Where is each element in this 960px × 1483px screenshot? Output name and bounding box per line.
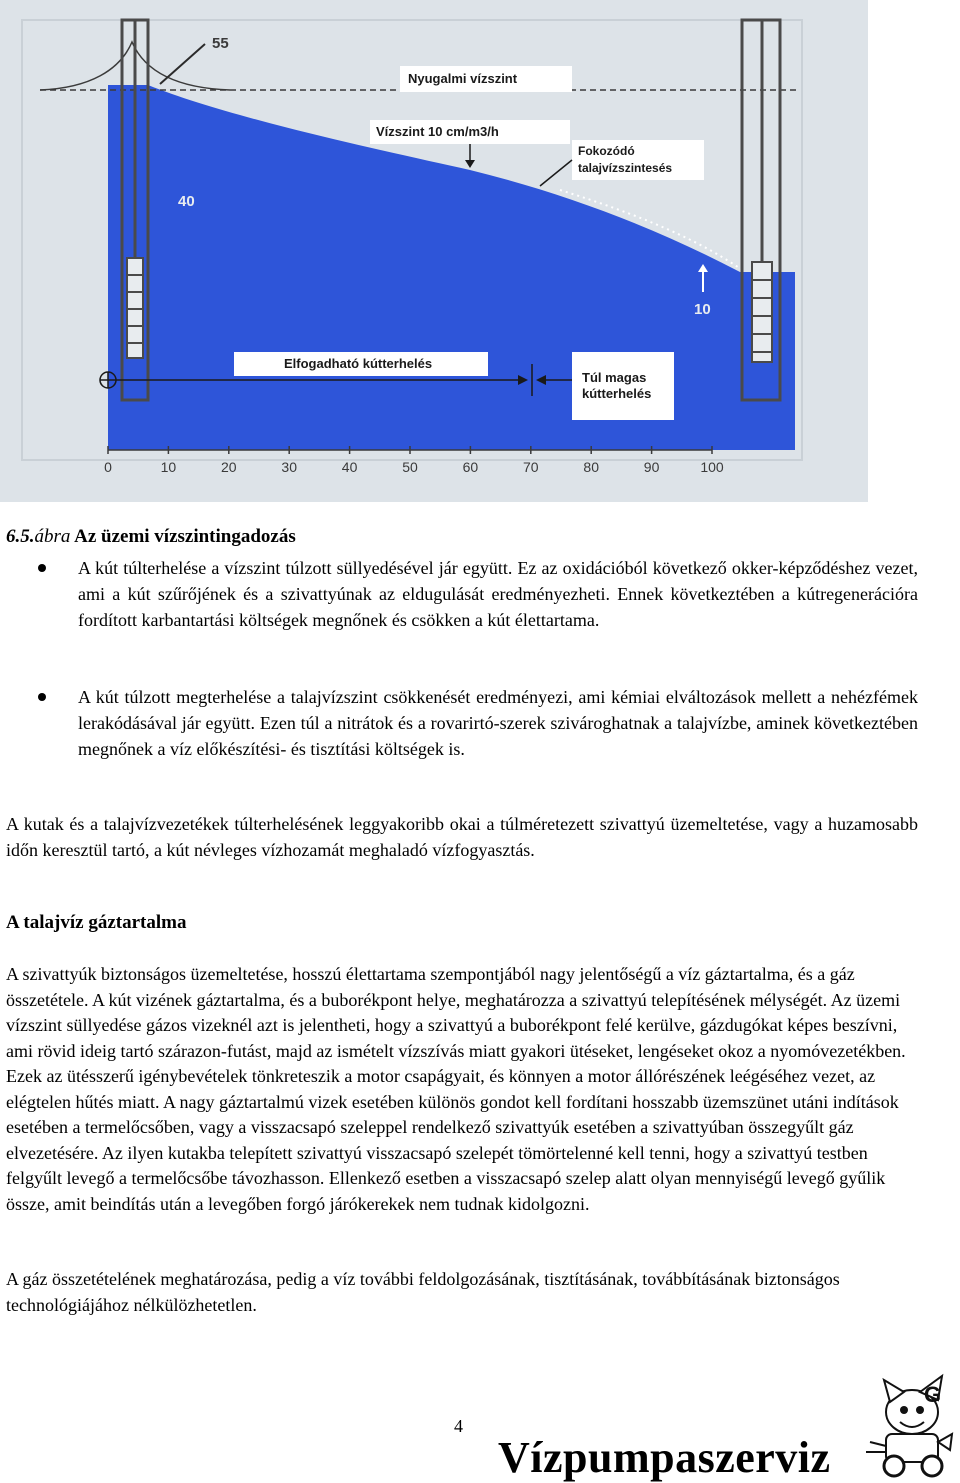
left-depth-label: 40 [178,193,195,210]
bullet-text-2: A kút túlzott megterhelése a talajvízszint csökkenését eredményezi, ami kémiai elváltozások mellett a nehézfémek lerakódásával jár együtt. Ezen túl a nitrátok és a rovarirtó-szerek szivároghatnak a talajvízbe, aminek következtében megnőnek a víz előkészítési- és tisztítási költségek is. [78,687,918,759]
increasing-drop-label-1: Fokozódó [578,144,635,158]
page-number: 4 [454,1416,463,1436]
section-heading: A talajvíz gáztartalma [6,912,187,933]
static-level-label: Nyugalmi vízszint [408,71,518,86]
x-axis-tick-label: 90 [643,459,660,475]
figure-caption [6,526,296,548]
x-axis-tick-label: 0 [104,459,112,475]
paragraph-gas-content: A szivattyúk biztonságos üzemeltetése, hosszú élettartama szempontjából nagy jelentőségű a víz gáztartalma, és a gáz összetétele. A kút vizének gáztartalma, és a buborékpont helye, meghatározza a szivattyú telepítésének mélységét. Az üzemi vízszint süllyedése gázos vizeknél azt is jelentheti, hogy a szivattyú a buborékpont felé kerülve, gázdugókat képes beszívni, ami rövid ideig tartó szárazon-futást, majd az ismételt vízszívás miatt gyakori ütéseket, lengéseket okoz a nyomóvezetékben. Ezek az ütésszerű igénybevételek tönkreteszik a motor csapágyait, és könnyen a motor állórészének leégéséhez vezet, az elégtelen hűtés miatt. A nagy gáztartalmú vizek esetében különös gondot kell fordítani hosszabb üzemszünet utáni indítások esetében a termelőcsőben, vagy a visszacsapó szeleppel rendelkező szivattyúk esetében a szivattyúban összegyűlt gáz elvezetésére. Az ilyen kutakba telepített szivattyú visszacsapó szelepét tömörtelenné kell tenni, hogy a szivattyú testben felgyűlt levegő a termelőcsőbe távozhasson. Ellenkező esetben a visszacsapó szelep alatt olyan mennyiségű levegő gyűlik össze, amit beindítás után a levegőben forgó járókerekek nem tudnak kidolgozni. [6,964,906,1214]
bullet-dot [38,564,46,572]
bullet-item-1 [38,555,918,633]
svg-text:G: G [924,1382,942,1407]
x-axis-tick-label: 100 [700,459,724,475]
bullet-dot [38,693,46,701]
water-level-label: Vízszint 10 cm/m3/h [376,124,499,139]
x-axis-tick-label: 60 [462,459,479,475]
x-axis-tick-label: 20 [221,459,237,475]
x-axis-tick-label: 80 [583,459,599,475]
acceptable-load-label: Elfogadható kútterhelés [284,356,433,371]
paragraph-overload: A kutak és a talajvízvezetékek túlterhelésének leggyakoribb okai a túlméretezett szivattyú üzemeltetése, vagy a huzamosabb időn keresztül tartó, a kút névleges vízhozamát meghaladó vízfogyasztás. [6,814,918,860]
brand-name: Vízpumpaszerviz [498,1433,831,1482]
caption-title: Az üzemi vízszintingadozás [70,526,296,547]
x-axis-tick-label: 30 [281,459,297,475]
bullet-item-2 [38,684,918,762]
caption-number: 6.5. [6,526,35,547]
label-55: 55 [212,35,229,52]
well-drawdown-figure [0,0,868,502]
increasing-drop-label-2: talajvízszintesés [578,161,673,175]
paragraph-gas-composition: A gáz összetételének meghatározása, pedig a víz további feldolgozásának, tisztításának, továbbításának biztonságos technológiájához nélkülözhetetlen. [6,1269,840,1315]
right-depth-label: 10 [694,301,711,318]
too-high-load-label-2: kútterhelés [582,386,652,401]
x-axis-tick-label: 70 [523,459,539,475]
x-axis-tick-label: 50 [402,459,418,475]
x-axis-tick-label: 40 [341,459,358,475]
too-high-load-label-1: Túl magas [582,370,647,385]
bullet-text-1: A kút túlterhelése a vízszint túlzott süllyedésével jár együtt. Ez az oxidációból következő okker-képződéshez vezet, ami a kút szűrőjének és a szivattyúnak az eldugulását eredményezheti. Ennek következtében a kútregenerációra fordított karbantartási költségek megnőnek és csökken a kút élettartama. [78,558,918,630]
caption-word: ábra [34,526,71,547]
x-axis-tick-label: 10 [160,459,177,475]
left-well-water [108,85,148,165]
mascot-logo [860,1372,956,1480]
